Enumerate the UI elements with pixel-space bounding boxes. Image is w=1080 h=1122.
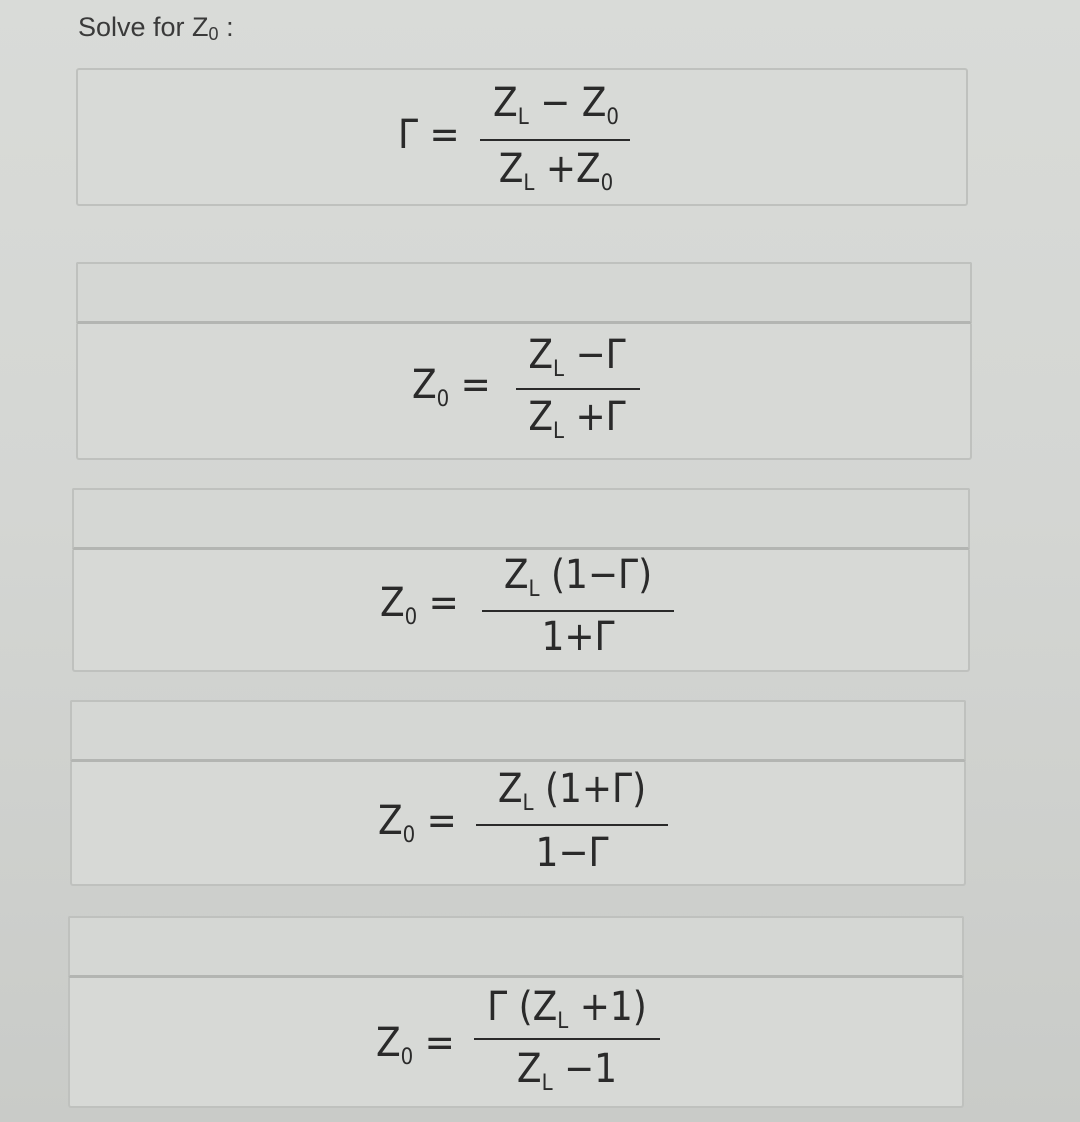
option-4-equation: [376, 980, 676, 1104]
prompt-text: Solve for Z: [78, 12, 209, 42]
option-2-body[interactable]: [72, 550, 970, 672]
option-4-denominator: $Z_L -1$: [516, 1046, 618, 1096]
num-sub-0: 0: [606, 105, 619, 130]
option-3-fraction-bar: [476, 824, 668, 826]
prompt-suffix: :: [218, 12, 234, 42]
num-z: Z: [493, 80, 518, 126]
den-sub-l: L: [523, 171, 535, 196]
option-1-numerator: $Z_L -\Gamma$: [528, 332, 626, 382]
fraction-bar: [480, 139, 630, 141]
option-3-body[interactable]: [70, 762, 966, 886]
option-2-denominator: 1+Γ: [541, 614, 615, 660]
option-2-fraction: [480, 550, 676, 670]
equation-lhs: Γ =: [398, 112, 460, 158]
option-2-lhs: $Z_0$ =: [380, 580, 459, 630]
option-1-equation: [412, 328, 652, 454]
option-3-numerator: $Z_L$ (1+Γ): [497, 766, 647, 816]
question-formula-box: [76, 68, 968, 206]
option-4-lhs: $Z_0$ =: [376, 1020, 455, 1070]
equation-fraction: [476, 76, 636, 202]
den-z: Z: [498, 146, 524, 192]
option-1-lhs: $Z_0$ =: [412, 362, 491, 412]
option-3-fraction: [474, 764, 670, 884]
option-3-header: [70, 700, 966, 762]
option-4-fraction: [472, 980, 662, 1104]
option-2-header: [72, 488, 970, 550]
den-plus-z: +Z: [534, 146, 601, 192]
prompt-subscript: 0: [208, 24, 219, 44]
answer-option-4[interactable]: [0, 914, 1080, 1112]
option-1-body[interactable]: [76, 324, 972, 460]
option-3-lhs: $Z_0$ =: [378, 798, 457, 848]
question-prompt: [78, 12, 234, 45]
option-2-numerator: $Z_L$ (1−Γ): [503, 552, 653, 602]
answer-option-1[interactable]: [0, 258, 1080, 462]
option-1-denominator: $Z_L +\Gamma$: [528, 394, 626, 444]
option-2-equation: [380, 550, 680, 670]
option-1-header: [76, 262, 972, 324]
option-1-fraction: [512, 328, 642, 454]
num-minus-z: − Z: [528, 80, 607, 126]
option-1-fraction-bar: [516, 388, 640, 390]
option-4-body[interactable]: [68, 978, 964, 1108]
fraction-numerator: [493, 80, 619, 130]
fraction-denominator: [499, 146, 614, 196]
option-4-numerator: Γ $(Z_L +1)$: [487, 984, 647, 1034]
answer-option-3[interactable]: [0, 698, 1080, 892]
num-sub-l: L: [517, 105, 529, 130]
den-sub-0: 0: [600, 171, 614, 196]
option-3-equation: [378, 764, 678, 884]
option-2-fraction-bar: [482, 610, 674, 612]
question-equation: [398, 76, 658, 202]
option-3-denominator: 1−Γ: [535, 830, 609, 876]
option-4-header: [68, 916, 964, 978]
option-4-fraction-bar: [474, 1038, 660, 1040]
answer-option-2[interactable]: [0, 486, 1080, 674]
